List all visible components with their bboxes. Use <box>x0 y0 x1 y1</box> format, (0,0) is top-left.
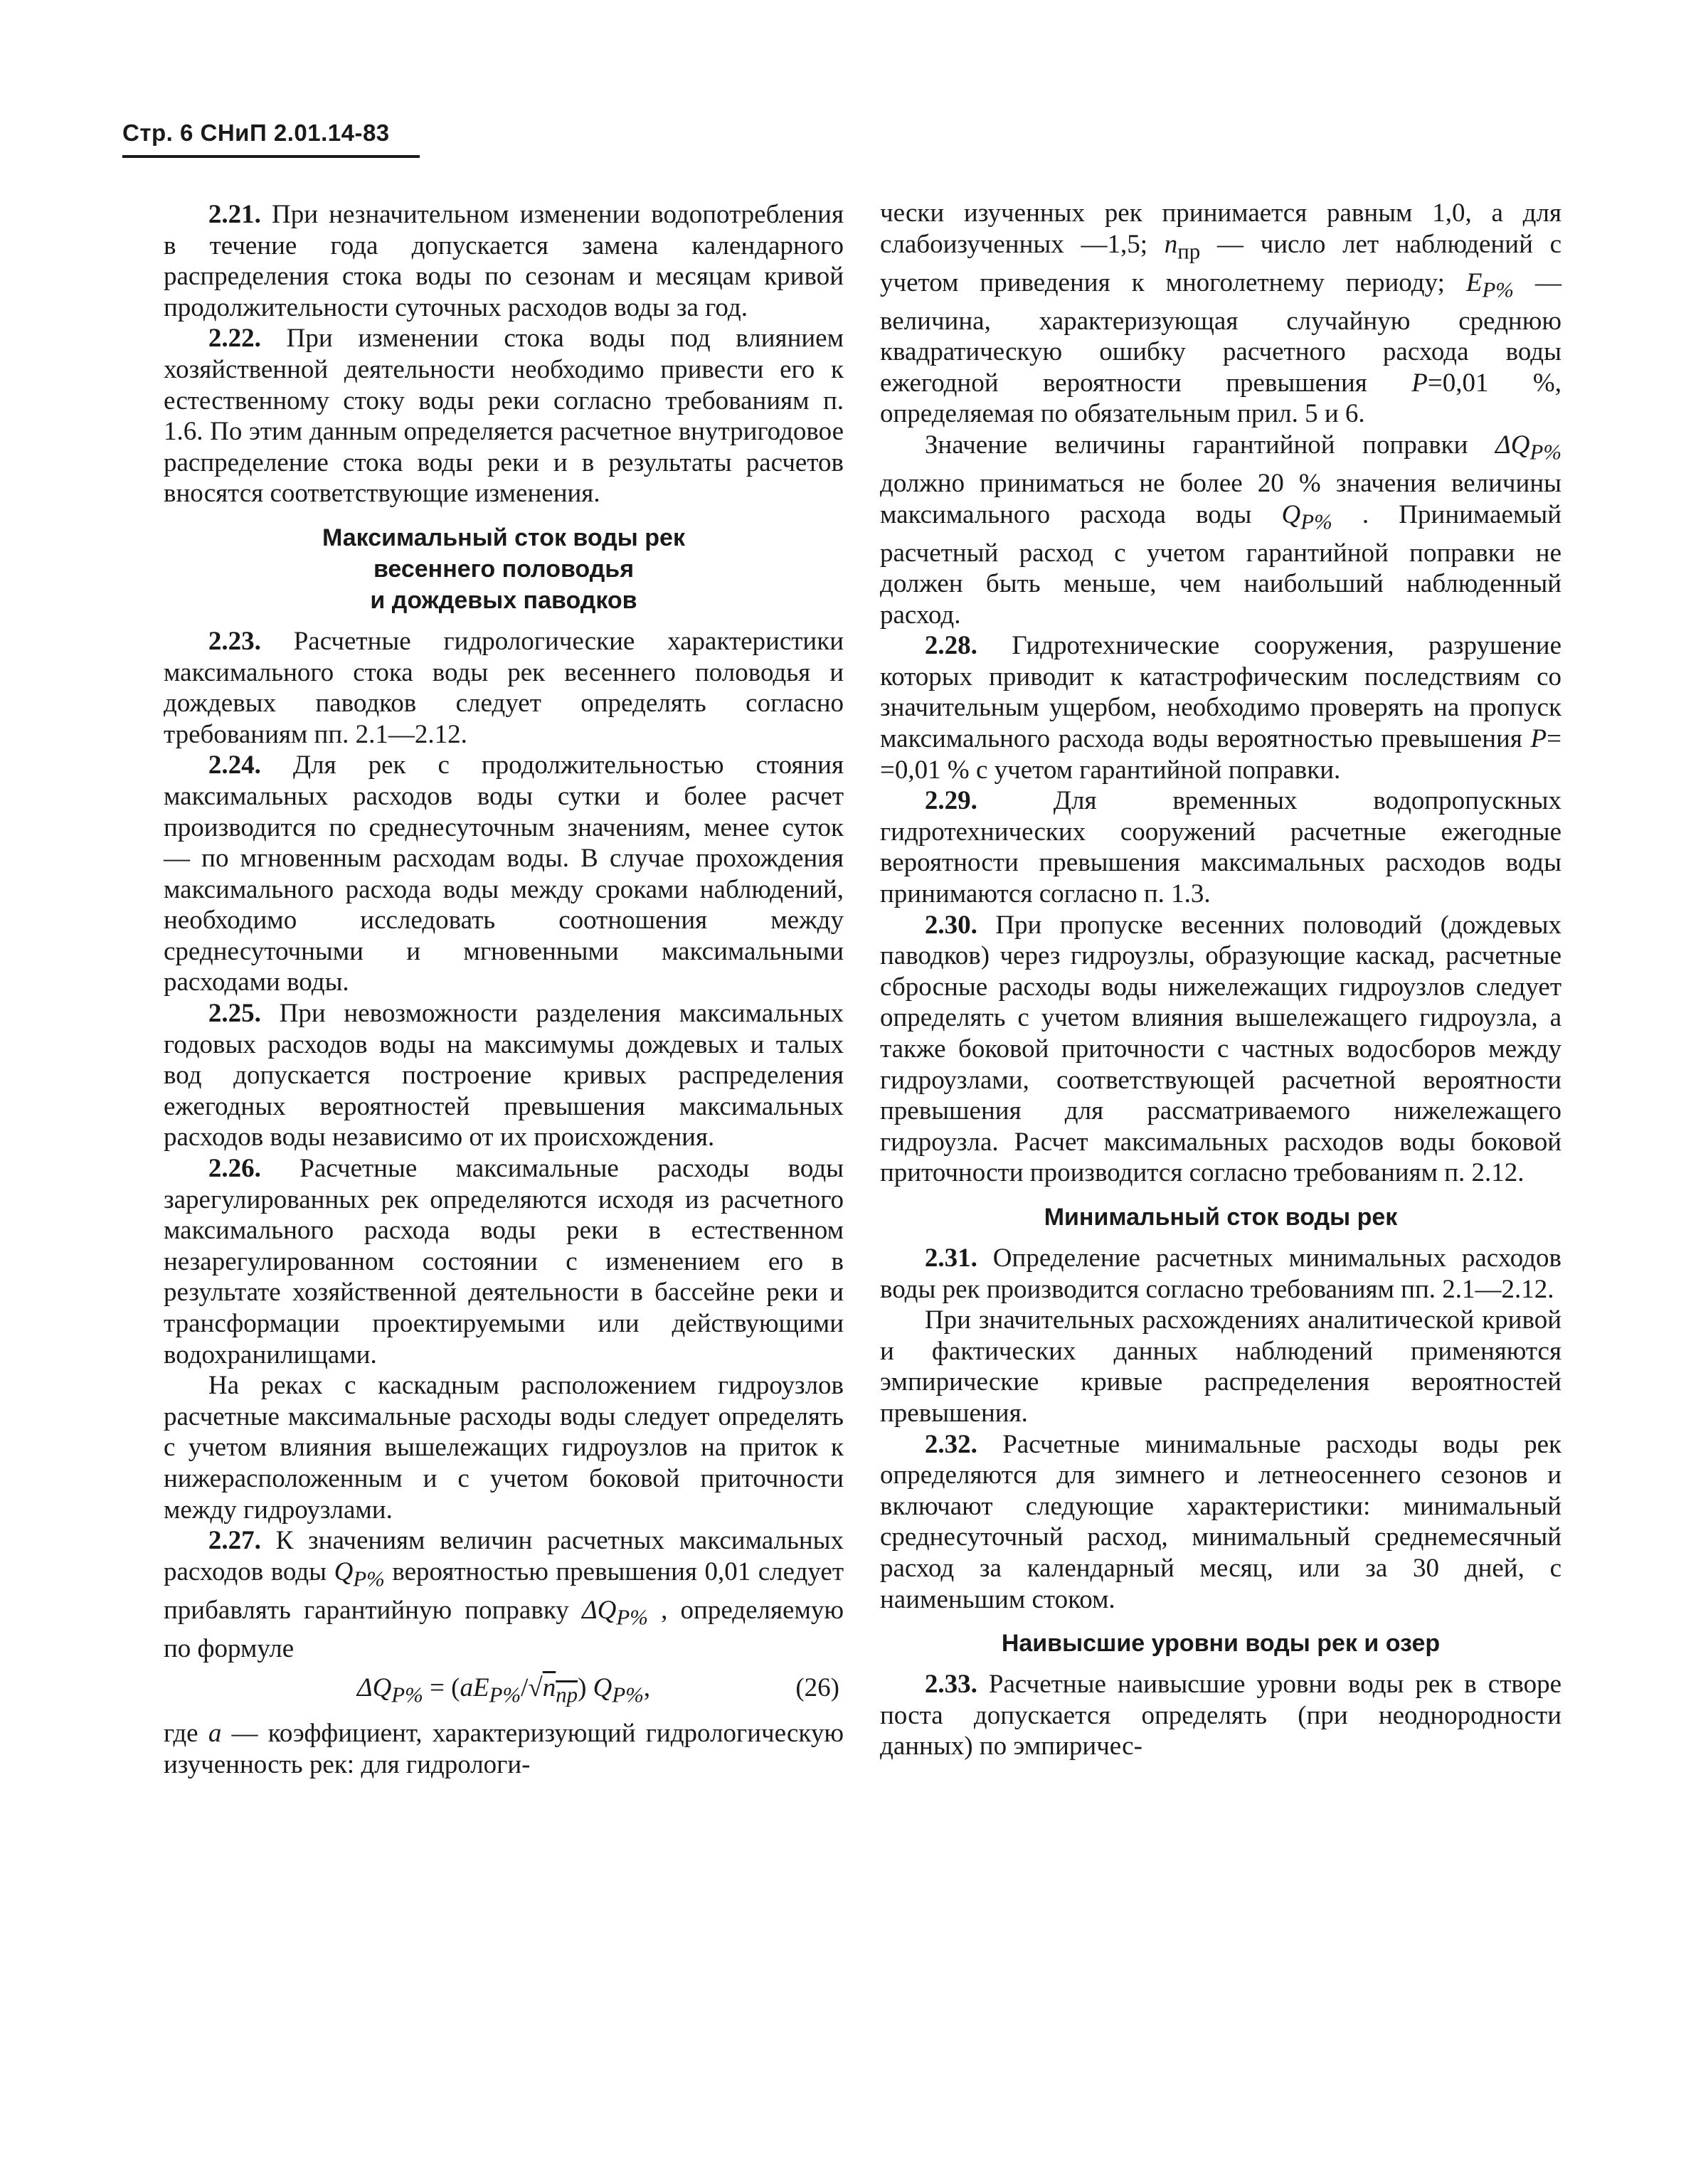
paragraph-text: Для временных водопропускных гидротехнических сооружений расчетные ежегодные вероятности превышения максимальных расходов воды принимаются согласно п. 1.3. <box>880 786 1561 909</box>
paragraph-text: Определение расчетных минимальных расходов воды рек производится согласно требованиям пп. 2.1—2.12. <box>880 1243 1561 1304</box>
paragraph-2-29 <box>880 785 1561 909</box>
symbol-q: Q <box>334 1557 354 1586</box>
paragraph-text: где <box>164 1719 208 1749</box>
clause-number: 2.33. <box>924 1670 977 1700</box>
clause-number: 2.31. <box>924 1243 977 1273</box>
paragraph-text: Расчетные гидрологические характеристики максимального стока воды рек весеннего половодья и дождевых паводков следует определять согласно требованиям пп. 2.1—2.12. <box>164 626 844 749</box>
formula-number: (26) <box>795 1673 839 1703</box>
heading-line: и дождевых паводков <box>370 586 637 614</box>
paragraph-text: , определяемую по формуле <box>164 1595 844 1663</box>
paragraph-text: должно приниматься не более 20 % значения величины максимального расхода воды <box>880 468 1561 529</box>
formula-tail: , <box>643 1673 651 1703</box>
paragraph-text: При невозможности разделения максимальных годовых расходов воды на максимумы дождевых и талых вод допускается построение кривых распределения ежегодных вероятностей превышения максимальных расходов воды независимо от их происхождения. <box>164 999 844 1152</box>
clause-number: 2.26. <box>208 1154 261 1184</box>
paragraph-text: Значение величины гарантийной поправки <box>924 430 1496 460</box>
symbol-p: P <box>1530 724 1547 754</box>
clause-number: 2.23. <box>208 626 261 656</box>
paragraph-cascade <box>164 1370 844 1525</box>
paragraph-text: — коэффициент, характеризующий гидрологическую изученность рек: для гидрологи- <box>164 1719 844 1779</box>
formula-n: n <box>542 1673 556 1703</box>
paragraph-2-28 <box>880 630 1561 785</box>
paragraph-where <box>164 1718 844 1780</box>
paragraph-text: — число лет наблюдений с учетом приведения к многолетнему периоду; <box>880 229 1562 297</box>
paragraph-text: вероятностью превышения 0,01 следует прибавлять гарантийную поправку <box>164 1557 844 1625</box>
paragraph-2-32 <box>880 1429 1561 1616</box>
paragraph-guarantee-correction <box>880 430 1561 630</box>
paragraph-2-22 <box>164 323 844 509</box>
formula-sub: P% <box>391 1682 423 1707</box>
paragraph-2-31 <box>880 1243 1561 1305</box>
paragraph-2-26 <box>164 1153 844 1370</box>
paragraph-text: Расчетные минимальные расходы воды рек определяются для зимнего и летнеосеннего сезонов и включают следующие характеристики: минимальный среднесуточный расход, минимальный среднемесячный расход за календарный месяц, или за 30 дней, с наименьшим стоком. <box>880 1429 1561 1614</box>
formula-eq: = ( <box>423 1673 460 1703</box>
clause-number: 2.29. <box>924 786 977 816</box>
section-heading-maximum-flow <box>164 522 844 616</box>
paragraph-text: Для рек с продолжительностью стояния максимальных расходов воды сутки и более расчет производится по среднесуточным значениям, менее суток — по мгновенным расходам воды. В случае прохождения максимального расхода воды между сроками наблюдений, необходимо исследовать соотношения между среднесуточными и мгновенными максимальными расходами воды. <box>164 751 844 997</box>
formula-lhs: ΔQ <box>356 1673 392 1703</box>
subscript-p: P% <box>353 1567 385 1591</box>
paragraph-text: . Принимаемый расчетный расход с учетом гарантийной поправки не должен быть меньше, чем наибольший наблюденный расход. <box>880 499 1561 630</box>
heading-line: весеннего половодья <box>373 555 635 583</box>
formula-sub: пр <box>556 1682 578 1707</box>
subscript-p: P% <box>1300 509 1332 534</box>
paragraph-2-27 <box>164 1525 844 1664</box>
section-heading-minimum-flow: Минимальный сток воды рек <box>1044 1203 1398 1231</box>
right-column <box>880 198 1561 1762</box>
paragraph-continuation <box>880 198 1561 430</box>
paragraph-text: К значениям величин расчетных максимальных расходов воды <box>164 1526 844 1586</box>
paragraph-text: Гидротехнические сооружения, разрушение которых приводит к катастрофическим последствиям со значительным ущербом, необходимо проверять на пропуск максимального расхода воды вероятностью превышения <box>880 631 1561 754</box>
symbol-e: E <box>1465 267 1483 297</box>
clause-number: 2.24. <box>208 751 261 780</box>
paragraph-2-30 <box>880 910 1561 1189</box>
section-heading-highest-levels: Наивысшие уровни воды рек и озер <box>1001 1630 1441 1658</box>
paragraph-2-21 <box>164 199 844 323</box>
symbol-delta-q: ΔQ <box>581 1595 617 1625</box>
symbol-n: n <box>1164 229 1178 259</box>
paragraph-text: =0,01 %, определяемая по обязательным прил. 5 и 6. <box>880 368 1561 429</box>
paragraph-2-33 <box>880 1669 1561 1762</box>
paragraph-2-25 <box>164 998 844 1153</box>
clause-number: 2.30. <box>924 910 977 940</box>
subscript-p: P% <box>1529 440 1561 465</box>
header-rule <box>122 155 420 158</box>
paragraph-text: — величина, характеризующая случайную среднюю квадратическую ошибку расчетного расхода воды ежегодной вероятности превышения <box>880 267 1561 398</box>
heading-line: Максимальный сток воды рек <box>322 524 685 551</box>
formula-close: ) <box>578 1673 593 1703</box>
page-header: Стр. 6 СНиП 2.01.14-83 <box>122 120 390 146</box>
left-column <box>164 199 844 1780</box>
paragraph-text: = =0,01 % с учетом гарантийной поправки. <box>880 724 1561 785</box>
formula-q: Q <box>593 1673 613 1703</box>
clause-number: 2.21. <box>208 200 261 229</box>
symbol-a: a <box>208 1719 222 1749</box>
clause-number: 2.25. <box>208 999 261 1029</box>
paragraph-2-23 <box>164 626 844 750</box>
formula-sqrt: √ <box>528 1673 543 1703</box>
paragraph-text: чески изученных рек принимается равным 1,0, а для слабоизученных —1,5; <box>880 198 1561 259</box>
clause-number: 2.32. <box>924 1429 977 1459</box>
symbol-p: P <box>1411 368 1428 398</box>
formula-slash: / <box>521 1673 529 1703</box>
paragraph-text: Расчетные максимальные расходы воды зарегулированных рек определяются исходя из расчетного максимального расхода воды реки в естественном незарегулированном состоянии с изменением его в результате хозяйственной деятельности в бассейне реки и трансформации проектируемыми или действующими водохранилищами. <box>164 1154 844 1369</box>
clause-number: 2.28. <box>924 631 977 661</box>
clause-number: 2.22. <box>208 324 261 354</box>
formula-a: a <box>460 1673 474 1703</box>
formula-sub: P% <box>489 1682 521 1707</box>
paragraph-text: При изменении стока воды под влиянием хозяйственной деятельности необходимо привести его к естественному стоку воды реки согласно требованиям п. 1.6. По этим данным определяется расчетное внутригодовое распределение стока воды реки и в результаты расчетов вносятся соответствующие изменения. <box>164 324 844 509</box>
paragraph-text: При значительных расхождениях аналитической кривой и фактических данных наблюдений применяются эмпирические кривые распределения вероятностей превышения. <box>880 1305 1561 1428</box>
clause-number: 2.27. <box>208 1526 261 1556</box>
paragraph-discrepancies <box>880 1305 1561 1428</box>
formula-sub: P% <box>612 1682 644 1707</box>
symbol-q: Q <box>1281 499 1301 529</box>
symbol-delta-q: ΔQ <box>1495 430 1530 460</box>
paragraph-text: При незначительном изменении водопотребления в течение года допускается замена календарного распределения стока воды по сезонам и месяцам кривой продолжительности суточных расходов воды за год. <box>164 200 844 322</box>
paragraph-2-24 <box>164 750 844 998</box>
subscript-p: P% <box>616 1605 648 1630</box>
paragraph-text: При пропуске весенних половодий (дождевых паводков) через гидроузлы, образующие каскад, расчетные сбросные расходы воды нижележащих гидроузлов следует определять с учетом влияния вышележащего гидроузла, а также боковой приточности с частных водосборов между гидроузлами, соответствующей расчетной вероятности превышения для рассматриваемого нижележащего гидроузла. Расчет максимальных расходов воды боковой приточности производится согласно требованиям п. 2.12. <box>880 910 1562 1188</box>
subscript-p: P% <box>1482 277 1514 302</box>
paragraph-text: Расчетные наивысшие уровни воды рек в створе поста допускается определять (при неоднородности данных) по эмпиричес- <box>880 1670 1562 1761</box>
formula-26 <box>164 1673 844 1711</box>
subscript-np: пр <box>1177 238 1201 263</box>
formula-e: E <box>473 1673 489 1703</box>
paragraph-text: На реках с каскадным расположением гидроузлов расчетные максимальные расходы воды следует определять с учетом влияния вышележащих гидроузлов на приток к нижерасположенным и с учетом боковой приточности между гидроузлами. <box>164 1371 844 1525</box>
